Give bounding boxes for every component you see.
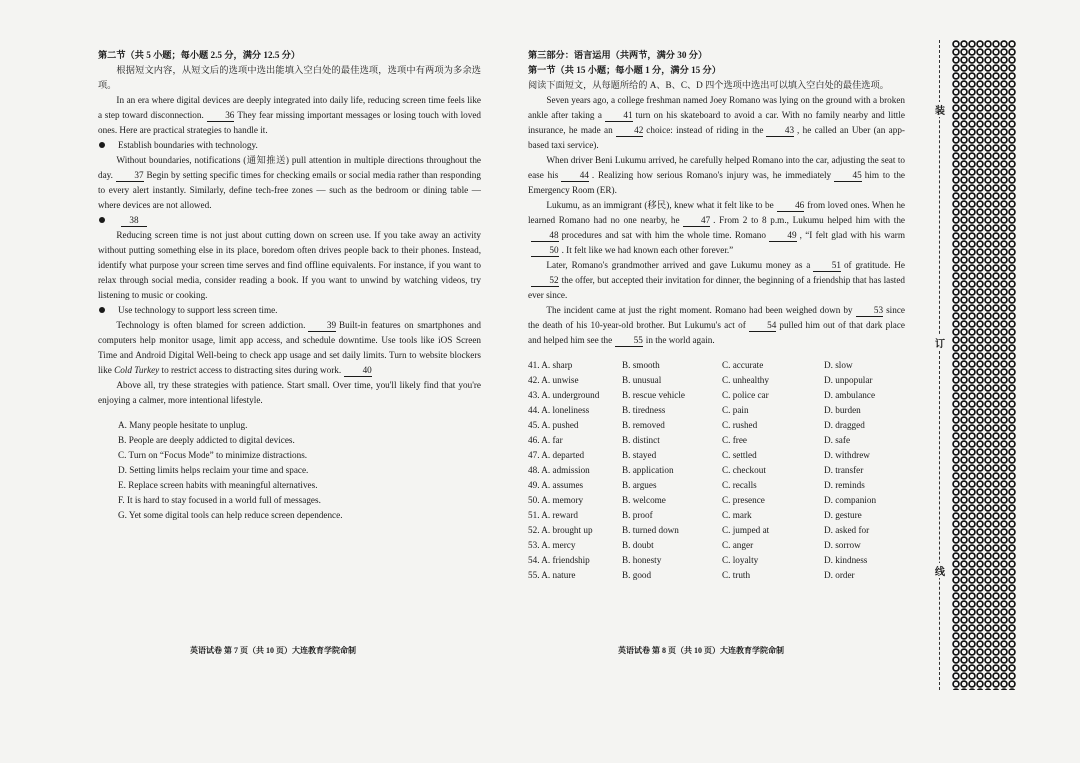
choice-option: 42. A. unwise bbox=[528, 375, 579, 385]
options-list bbox=[98, 418, 481, 523]
choice-option: B. honesty bbox=[622, 555, 662, 565]
blank-45: 45 bbox=[834, 169, 862, 182]
option-a: A. Many people hesitate to unplug. bbox=[118, 420, 248, 430]
choice-option: D. companion bbox=[824, 495, 877, 505]
choice-option: 52. A. brought up bbox=[528, 525, 593, 535]
story-paragraph-4: Later, Romano's grandmother arrived and gave Lukumu money as a 51 of gratitude. He52 the offer, but accepted their invitation for dinner, the beginning of a friendship that has lasted ever since. bbox=[528, 260, 905, 300]
blank-47: 47 bbox=[683, 214, 711, 227]
choice-option: B. removed bbox=[622, 420, 665, 430]
choice-option: B. stayed bbox=[622, 450, 657, 460]
choice-option: C. police car bbox=[722, 390, 769, 400]
choice-option: D. slow bbox=[824, 360, 853, 370]
bullet-boundaries: Establish boundaries with technology. bbox=[98, 138, 481, 153]
option-f: F. It is hard to stay focused in a world full of messages. bbox=[118, 495, 321, 505]
choice-option: C. checkout bbox=[722, 465, 766, 475]
choice-option: C. pain bbox=[722, 405, 749, 415]
choice-table bbox=[528, 358, 905, 583]
choice-option: 53. A. mercy bbox=[528, 540, 576, 550]
blank-40: 40 bbox=[344, 364, 372, 377]
blank-36: 36 bbox=[207, 109, 235, 122]
blank-51: 51 bbox=[813, 259, 841, 272]
choice-option: C. free bbox=[722, 435, 747, 445]
choice-option: 45. A. pushed bbox=[528, 420, 579, 430]
choice-option: 46. A. far bbox=[528, 435, 563, 445]
choice-option: D. withdrew bbox=[824, 450, 870, 460]
choice-option: C. recalls bbox=[722, 480, 757, 490]
choice-option: B. smooth bbox=[622, 360, 660, 370]
story-paragraph-2: When driver Beni Lukumu arrived, he carefully helped Romano into the car, adjusting the seat to ease his 44 . Realizing how serious Romano's injury was, he immediately 45 him to the Emergency Room (ER). bbox=[528, 155, 905, 195]
blank-44: 44 bbox=[561, 169, 589, 182]
choice-option: D. gesture bbox=[824, 510, 862, 520]
choice-option: D. sorrow bbox=[824, 540, 861, 550]
story-paragraph-1: Seven years ago, a college freshman named Joey Romano was lying on the ground with a broken ankle after taking a 41 turn on his skateboard to avoid a car. With no family nearby and little insurance, he made an 42 choice: instead of riding in the 43 , he called an Uber (an app-based taxi service). bbox=[528, 95, 905, 150]
bullet-technology: Use technology to support less screen time. bbox=[98, 303, 481, 318]
choice-option: D. asked for bbox=[824, 525, 870, 535]
choice-option: B. tiredness bbox=[622, 405, 666, 415]
right-page bbox=[528, 48, 905, 583]
choice-option: B. rescue vehicle bbox=[622, 390, 686, 400]
binding-label-xian: 线 bbox=[933, 563, 947, 578]
choice-row bbox=[528, 448, 905, 463]
choice-row bbox=[528, 478, 905, 493]
instruction: 阅读下面短文，从每题所给的 A、B、C、D 四个选项中选出可以填入空白处的最佳选项。 bbox=[528, 80, 889, 90]
choice-option: C. jumped at bbox=[722, 525, 770, 535]
choice-option: C. presence bbox=[722, 495, 765, 505]
intro-paragraph: In an era where digital devices are deeply integrated into daily life, reducing screen time feels like a step toward disconnection. 36 They fear missing important messages or losing touch with loved ones. Here are practical strategies to handle it. bbox=[98, 95, 482, 135]
instruction: 根据短文内容，从短文后的选项中选出能填入空白处的最佳选项，选项中有两项为多余选项。 bbox=[98, 65, 481, 90]
choice-option: B. welcome bbox=[622, 495, 666, 505]
choice-row bbox=[528, 403, 905, 418]
blank-53: 53 bbox=[856, 304, 884, 317]
bullet-blank-38 bbox=[98, 213, 481, 228]
choice-option: C. truth bbox=[722, 570, 751, 580]
choice-option: D. transfer bbox=[824, 465, 864, 475]
blank-41: 41 bbox=[605, 109, 633, 122]
choice-option: D. ambulance bbox=[824, 390, 876, 400]
blank-49: 49 bbox=[769, 229, 797, 242]
blank-38: 38 bbox=[121, 214, 147, 227]
choice-option: 47. A. departed bbox=[528, 450, 585, 460]
option-d: D. Setting limits helps reclaim your time and space. bbox=[118, 465, 309, 475]
paragraph-boundaries: Without boundaries, notifications (通知推送) pull attention in multiple directions throughout the day. 37 Begin by setting specific times for checking emails or social media rather than responding to every alert instantly. Similarly, define tech-free zones — such as the bedroom or dining table — where devices are not allowed. bbox=[98, 155, 481, 210]
blank-39: 39 bbox=[308, 319, 336, 332]
choice-option: 55. A. nature bbox=[528, 570, 576, 580]
choice-option: D. order bbox=[824, 570, 855, 580]
blank-37: 37 bbox=[116, 169, 144, 182]
binding-label-zhuang: 装 bbox=[933, 102, 947, 117]
choice-row bbox=[528, 568, 905, 583]
option-b: B. People are deeply addicted to digital devices. bbox=[118, 435, 295, 445]
choice-option: D. safe bbox=[824, 435, 851, 445]
blank-43: 43 bbox=[766, 124, 794, 137]
choice-option: C. anger bbox=[722, 540, 754, 550]
choice-row bbox=[528, 373, 905, 388]
choice-row bbox=[528, 418, 905, 433]
page-footer-left: 英语试卷 第 7 页（共 10 页）大连教育学院命制 bbox=[190, 646, 356, 655]
option-e: E. Replace screen habits with meaningful alternatives. bbox=[118, 480, 318, 490]
choice-option: 49. A. assumes bbox=[528, 480, 584, 490]
choice-option: 41. A. sharp bbox=[528, 360, 573, 370]
choice-option: 54. A. friendship bbox=[528, 555, 590, 565]
choice-option: D. burden bbox=[824, 405, 861, 415]
story-paragraph-5: The incident came at just the right moment. Romano had been weighed down by 53 since the death of his 10-year-old brother. But Lukumu's act of 54 pulled him out of that dark place and helped him see the 55 in the world again. bbox=[528, 305, 905, 345]
choice-row bbox=[528, 508, 905, 523]
blank-48: 48 bbox=[531, 229, 559, 242]
choice-option: C. rushed bbox=[722, 420, 758, 430]
choice-option: 44. A. loneliness bbox=[528, 405, 590, 415]
choice-option: D. kindness bbox=[824, 555, 868, 565]
story-paragraph-3: Lukumu, as an immigrant (移民), knew what it felt like to be 46 from loved ones. When he learned Romano had no one nearby, he 47 . From 2 to 8 p.m., Lukumu helped him with the48 procedures and sat with him the whole time. Romano 49 , “I felt glad with his warm50 . It felt like we had known each other forever.” bbox=[528, 200, 905, 255]
choice-row bbox=[528, 388, 905, 403]
binding-line bbox=[939, 40, 950, 690]
paragraph-technology: Technology is often blamed for screen addiction. 39 Built-in features on smartphones and computers help monitor usage, limit app access, and schedule downtime. Use tools like iOS Screen Time and Android Digital Well-being to check app usage and set daily limits. Turn to website blockers like Cold Turkey to restrict access to distracting sites during work. 40 bbox=[98, 320, 481, 375]
choice-option: C. mark bbox=[722, 510, 752, 520]
left-page bbox=[98, 48, 481, 523]
choice-option: 43. A. underground bbox=[528, 390, 600, 400]
choice-option: C. accurate bbox=[722, 360, 764, 370]
choice-option: B. unusual bbox=[622, 375, 662, 385]
choice-option: B. turned down bbox=[622, 525, 679, 535]
blank-46: 46 bbox=[777, 199, 805, 212]
choice-option: 51. A. reward bbox=[528, 510, 579, 520]
blank-42: 42 bbox=[616, 124, 644, 137]
page-footer-right: 英语试卷 第 8 页（共 10 页）大连教育学院命制 bbox=[618, 646, 784, 655]
blank-50: 50 bbox=[531, 244, 559, 257]
choice-option: D. unpopular bbox=[824, 375, 873, 385]
section-title: 第一节（共 15 小题；每小题 1 分，满分 15 分） bbox=[528, 65, 721, 75]
choice-option: B. proof bbox=[622, 510, 653, 520]
choice-row bbox=[528, 493, 905, 508]
choice-row bbox=[528, 523, 905, 538]
choice-row bbox=[528, 358, 905, 373]
choice-option: B. distinct bbox=[622, 435, 660, 445]
choice-option: 50. A. memory bbox=[528, 495, 584, 505]
binding-pattern-strip bbox=[952, 40, 1016, 690]
choice-row bbox=[528, 463, 905, 478]
choice-option: D. reminds bbox=[824, 480, 865, 490]
choice-option: B. good bbox=[622, 570, 652, 580]
choice-option: 48. A. admission bbox=[528, 465, 590, 475]
section-title: 第二节（共 5 小题；每小题 2.5 分，满分 12.5 分） bbox=[98, 50, 301, 60]
choice-option: B. doubt bbox=[622, 540, 654, 550]
choice-option: C. unhealthy bbox=[722, 375, 769, 385]
option-g: G. Yet some digital tools can help reduce screen dependence. bbox=[118, 510, 343, 520]
blank-54: 54 bbox=[749, 319, 777, 332]
choice-option: C. loyalty bbox=[722, 555, 759, 565]
paragraph-conclusion: Above all, try these strategies with patience. Start small. Over time, you'll likely find that you're enjoying a calmer, more intentional lifestyle. bbox=[98, 380, 481, 405]
choice-row bbox=[528, 538, 905, 553]
choice-row bbox=[528, 553, 905, 568]
part-title: 第三部分：语言运用（共两节，满分 30 分） bbox=[528, 50, 708, 60]
option-c: C. Turn on “Focus Mode” to minimize distractions. bbox=[118, 450, 308, 460]
blank-52: 52 bbox=[531, 274, 559, 287]
choice-option: C. settled bbox=[722, 450, 757, 460]
blank-55: 55 bbox=[615, 334, 643, 347]
binding-label-ding: 订 bbox=[933, 335, 947, 350]
choice-option: D. dragged bbox=[824, 420, 865, 430]
choice-option: B. application bbox=[622, 465, 674, 475]
paragraph-replace: Reducing screen time is not just about cutting down on screen use. If you take away an activity without putting something else in its place, boredom often drives people back to their phones. Instead, identify what purpose your screen time serves and find offline equivalents. For instance, if you want to relax through social media, consider reading a book. If you want to unwind by watching videos, try listening to music or cooking. bbox=[98, 230, 481, 300]
choice-option: B. argues bbox=[622, 480, 657, 490]
choice-row bbox=[528, 433, 905, 448]
